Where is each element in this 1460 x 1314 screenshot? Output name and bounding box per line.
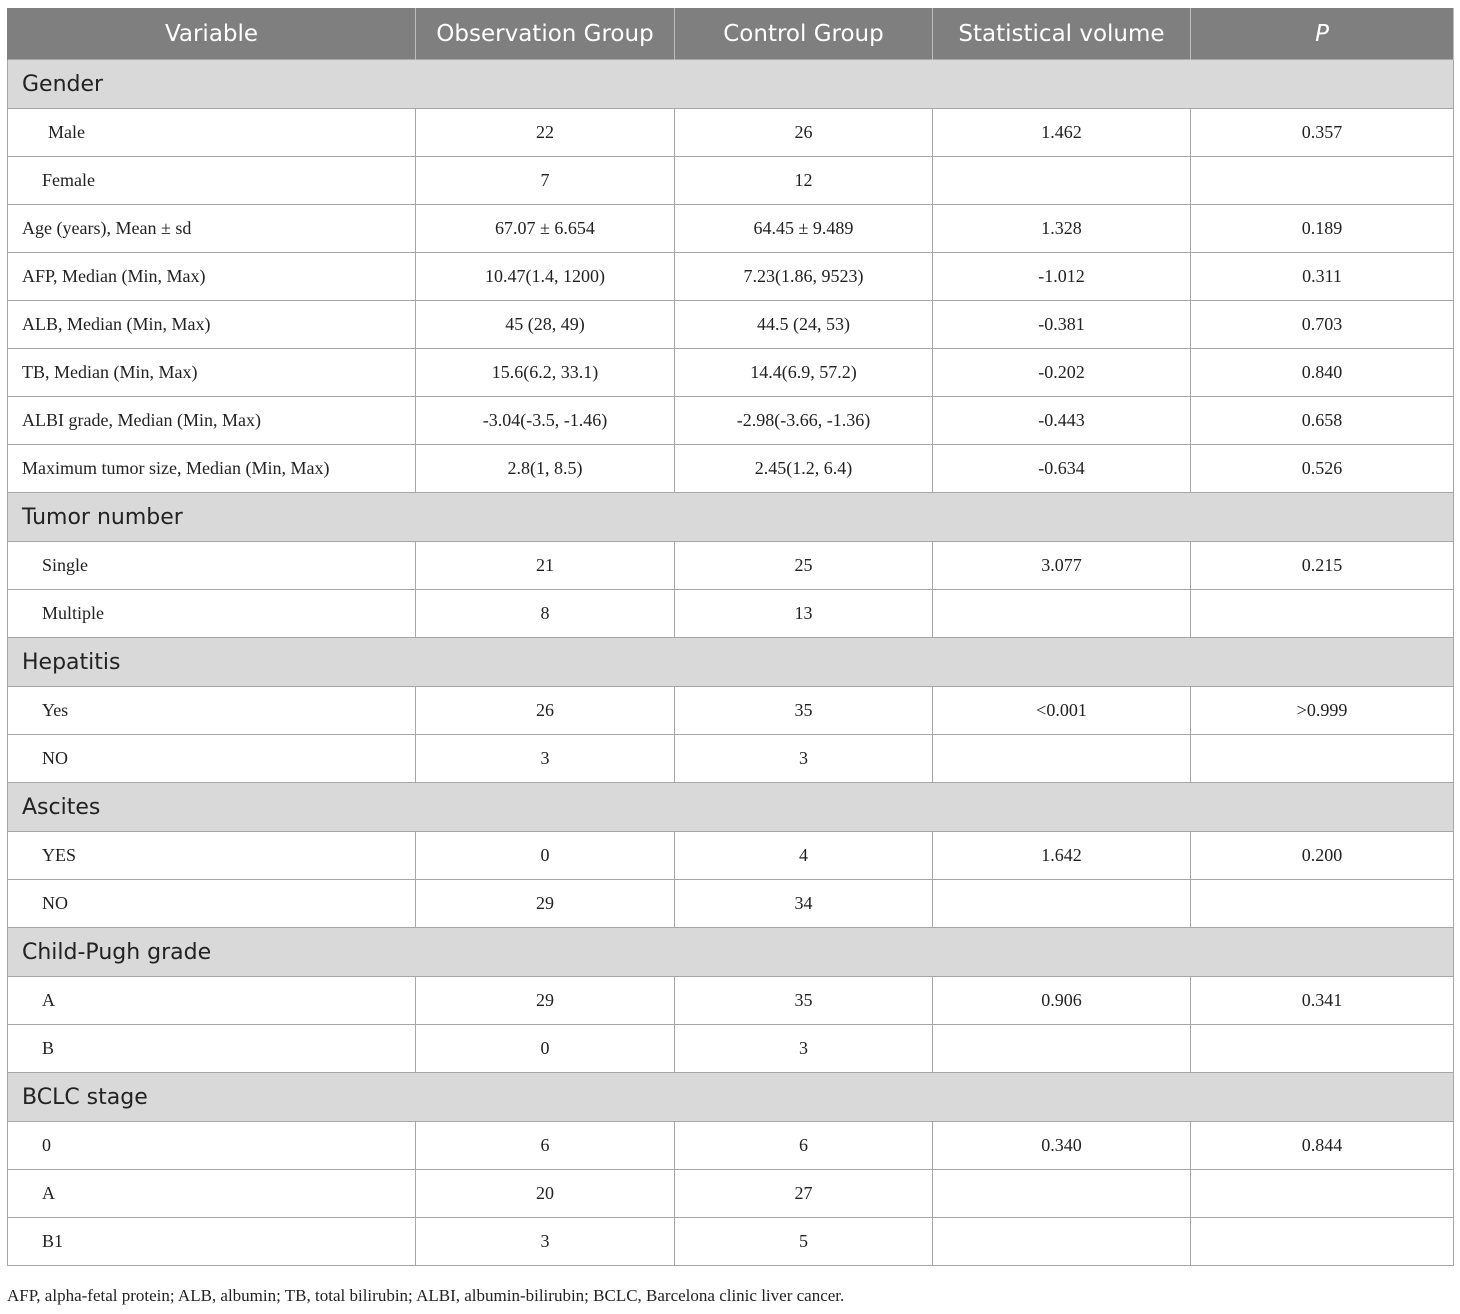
statistic-cell: [933, 1218, 1191, 1266]
header-observation-group: Observation Group: [416, 8, 675, 60]
data-table: [7, 8, 1454, 1266]
section-row: [8, 928, 1454, 977]
observation-cell: 2.8(1, 8.5): [416, 445, 675, 493]
statistic-cell: 1.642: [933, 832, 1191, 880]
variable-cell: A: [8, 977, 416, 1025]
observation-cell: 7: [416, 157, 675, 205]
statistic-cell: -0.381: [933, 301, 1191, 349]
section-label: Hepatitis: [8, 638, 1454, 687]
statistic-cell: <0.001: [933, 687, 1191, 735]
table-row: [8, 157, 1454, 205]
table-row: [8, 253, 1454, 301]
table-row: [8, 205, 1454, 253]
observation-cell: 26: [416, 687, 675, 735]
variable-cell: Yes: [8, 687, 416, 735]
p-value-cell: 0.357: [1191, 109, 1454, 157]
variable-cell: AFP, Median (Min, Max): [8, 253, 416, 301]
statistic-cell: -0.202: [933, 349, 1191, 397]
observation-cell: 21: [416, 542, 675, 590]
header-row: [8, 8, 1454, 60]
control-cell: 14.4(6.9, 57.2): [675, 349, 933, 397]
p-value-cell: [1191, 590, 1454, 638]
variable-cell: Maximum tumor size, Median (Min, Max): [8, 445, 416, 493]
control-cell: 25: [675, 542, 933, 590]
control-cell: 27: [675, 1170, 933, 1218]
observation-cell: -3.04(-3.5, -1.46): [416, 397, 675, 445]
control-cell: 4: [675, 832, 933, 880]
statistic-cell: -0.634: [933, 445, 1191, 493]
statistic-cell: [933, 735, 1191, 783]
p-value-cell: [1191, 1025, 1454, 1073]
statistic-cell: [933, 157, 1191, 205]
control-cell: 7.23(1.86, 9523): [675, 253, 933, 301]
table-row: [8, 445, 1454, 493]
variable-cell: YES: [8, 832, 416, 880]
table-row: [8, 687, 1454, 735]
variable-cell: ALB, Median (Min, Max): [8, 301, 416, 349]
section-row: [8, 783, 1454, 832]
section-label: Tumor number: [8, 493, 1454, 542]
header-p: P: [1191, 8, 1454, 60]
control-cell: 2.45(1.2, 6.4): [675, 445, 933, 493]
control-cell: 12: [675, 157, 933, 205]
p-value-cell: 0.189: [1191, 205, 1454, 253]
table-header: [8, 8, 1454, 60]
table-row: [8, 349, 1454, 397]
statistic-cell: -0.443: [933, 397, 1191, 445]
observation-cell: 29: [416, 977, 675, 1025]
p-value-cell: 0.200: [1191, 832, 1454, 880]
variable-cell: B: [8, 1025, 416, 1073]
control-cell: 6: [675, 1122, 933, 1170]
control-cell: 44.5 (24, 53): [675, 301, 933, 349]
p-value-cell: [1191, 880, 1454, 928]
control-cell: 64.45 ± 9.489: [675, 205, 933, 253]
observation-cell: 29: [416, 880, 675, 928]
control-cell: 5: [675, 1218, 933, 1266]
table-row: [8, 109, 1454, 157]
p-value-cell: 0.526: [1191, 445, 1454, 493]
table-row: [8, 397, 1454, 445]
control-cell: 3: [675, 735, 933, 783]
section-row: [8, 493, 1454, 542]
p-value-cell: 0.215: [1191, 542, 1454, 590]
variable-cell: Single: [8, 542, 416, 590]
table-row: [8, 880, 1454, 928]
header-statistical-volume: Statistical volume: [933, 8, 1191, 60]
table-row: [8, 542, 1454, 590]
p-value-cell: >0.999: [1191, 687, 1454, 735]
observation-cell: 3: [416, 735, 675, 783]
statistic-cell: 1.462: [933, 109, 1191, 157]
variable-cell: NO: [8, 880, 416, 928]
variable-cell: A: [8, 1170, 416, 1218]
p-value-cell: [1191, 1170, 1454, 1218]
p-value-cell: 0.341: [1191, 977, 1454, 1025]
table-body: [8, 60, 1454, 1266]
statistic-cell: 3.077: [933, 542, 1191, 590]
table-row: [8, 1025, 1454, 1073]
p-value-cell: [1191, 735, 1454, 783]
p-value-cell: 0.844: [1191, 1122, 1454, 1170]
table-row: [8, 832, 1454, 880]
p-value-cell: 0.840: [1191, 349, 1454, 397]
section-label: Child-Pugh grade: [8, 928, 1454, 977]
section-row: [8, 60, 1454, 109]
variable-cell: ALBI grade, Median (Min, Max): [8, 397, 416, 445]
observation-cell: 45 (28, 49): [416, 301, 675, 349]
table-row: [8, 735, 1454, 783]
control-cell: 3: [675, 1025, 933, 1073]
statistic-cell: 1.328: [933, 205, 1191, 253]
variable-cell: Multiple: [8, 590, 416, 638]
table-row: [8, 301, 1454, 349]
statistic-cell: -1.012: [933, 253, 1191, 301]
p-value-cell: 0.658: [1191, 397, 1454, 445]
statistic-cell: [933, 880, 1191, 928]
header-variable: Variable: [8, 8, 416, 60]
p-value-cell: [1191, 157, 1454, 205]
variable-cell: NO: [8, 735, 416, 783]
observation-cell: 20: [416, 1170, 675, 1218]
table-footnote: AFP, alpha-fetal protein; ALB, albumin; TB, total bilirubin; ALBI, albumin-bilirubin; BCLC, Barcelona clinic liver cancer.: [7, 1286, 845, 1305]
table-row: [8, 1122, 1454, 1170]
control-cell: 35: [675, 977, 933, 1025]
section-label: Gender: [8, 60, 1454, 109]
control-cell: 34: [675, 880, 933, 928]
control-cell: 26: [675, 109, 933, 157]
control-cell: 13: [675, 590, 933, 638]
statistic-cell: [933, 1025, 1191, 1073]
variable-cell: TB, Median (Min, Max): [8, 349, 416, 397]
observation-cell: 0: [416, 1025, 675, 1073]
header-control-group: Control Group: [675, 8, 933, 60]
observation-cell: 0: [416, 832, 675, 880]
table-row: [8, 1170, 1454, 1218]
table-row: [8, 1218, 1454, 1266]
section-row: [8, 638, 1454, 687]
observation-cell: 10.47(1.4, 1200): [416, 253, 675, 301]
variable-cell: Male: [8, 109, 416, 157]
section-row: [8, 1073, 1454, 1122]
p-value-cell: 0.703: [1191, 301, 1454, 349]
statistic-cell: 0.906: [933, 977, 1191, 1025]
variable-cell: 0: [8, 1122, 416, 1170]
p-value-cell: 0.311: [1191, 253, 1454, 301]
section-label: BCLC stage: [8, 1073, 1454, 1122]
table-container: [7, 8, 1453, 1266]
statistic-cell: [933, 590, 1191, 638]
observation-cell: 15.6(6.2, 33.1): [416, 349, 675, 397]
observation-cell: 8: [416, 590, 675, 638]
observation-cell: 67.07 ± 6.654: [416, 205, 675, 253]
observation-cell: 6: [416, 1122, 675, 1170]
observation-cell: 3: [416, 1218, 675, 1266]
table-row: [8, 590, 1454, 638]
control-cell: 35: [675, 687, 933, 735]
p-value-cell: [1191, 1218, 1454, 1266]
variable-cell: B1: [8, 1218, 416, 1266]
section-label: Ascites: [8, 783, 1454, 832]
statistic-cell: [933, 1170, 1191, 1218]
statistic-cell: 0.340: [933, 1122, 1191, 1170]
observation-cell: 22: [416, 109, 675, 157]
table-row: [8, 977, 1454, 1025]
control-cell: -2.98(-3.66, -1.36): [675, 397, 933, 445]
variable-cell: Age (years), Mean ± sd: [8, 205, 416, 253]
variable-cell: Female: [8, 157, 416, 205]
